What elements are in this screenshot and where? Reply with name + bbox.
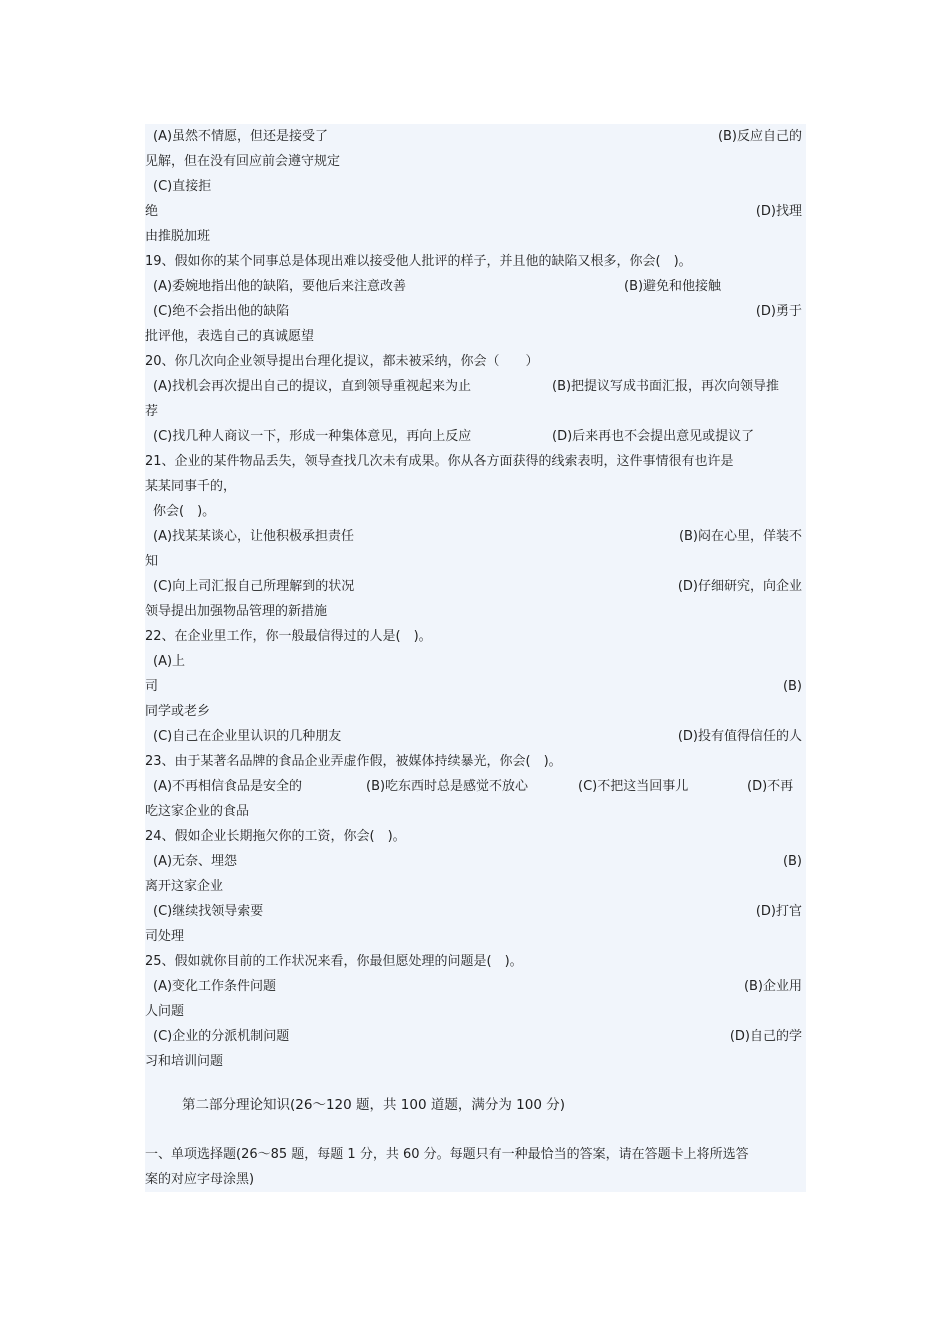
q24-option-b: (B) [782,854,802,869]
q18-option-d-cont: 由推脱加班 [145,229,211,244]
q18-ab-line [145,124,806,149]
q22-stem-line [145,624,806,649]
q25-option-d-cont: 习和培训问题 [145,1054,224,1069]
q25-stem: 25、假如就你目前的工作状况来看，你最但愿处理的问题是( )。 [145,954,523,969]
q24-stem-line [145,824,806,849]
q19-option-b: (B)避免和他接触 [624,279,722,294]
q20-stem: 20、你几次向企业领导提出台理化提议，都未被采纳，你会（ ） [145,354,539,369]
q22-option-a-cont: 司 [145,679,159,694]
q19-option-c: (C)绝不会指出他的缺陷 [153,304,290,319]
q21-option-c: (C)向上司汇报自己所理解到的状况 [153,579,355,594]
q21-option-b: (B)闷在心里，佯装不 [678,529,802,544]
q23-options-line [145,774,806,799]
q21-stem-line-2 [145,474,806,499]
q19-option-d-cont: 批评他，表选自己的真诚愿望 [145,329,315,344]
q18-option-c: (C)直接拒 [153,179,212,194]
q23-option-a: (A)不再相信食品是安全的 [153,779,303,794]
q19-d-cont-line [145,324,806,349]
q25-d-cont-line [145,1049,806,1074]
q20-ab-line [145,374,806,399]
q23-stem-line [145,749,806,774]
q19-stem-line [145,249,806,274]
part2-instructions-1: 一、单项选择题(26～85 题，每题 1 分，共 60 分。每题只有一种最恰当的答案，请在答题卡上将所选答 [145,1147,749,1162]
q21-stem-line-3 [145,499,806,524]
part2-instructions-2: 案的对应字母涂黑) [145,1172,255,1187]
q21-option-a: (A)找某某谈心，让他积极承担责任 [153,529,355,544]
q24-stem: 24、假如企业长期拖欠你的工资，你会( )。 [145,829,406,844]
q25-ab-line [145,974,806,999]
q20-b-cont-line [145,399,806,424]
q20-cd-line [145,424,806,449]
q23-option-d-cont: 吃这家企业的食品 [145,804,250,819]
q21-option-d: (D)仔细研究，向企业 [677,579,802,594]
q21-ab-line [145,524,806,549]
q22-ab-line [145,674,806,699]
q23-option-b: (B)吃东西时总是感觉不放心 [366,779,529,794]
q18-option-b-cont: 见解，但在没有回应前会遵守规定 [145,154,341,169]
q19-stem: 19、假如你的某个同事总是体现出难以接受他人批评的样子，并且他的缺陷又根多，你会( )。 [145,254,692,269]
q21-d-cont-line [145,599,806,624]
q22-option-c: (C)自己在企业里认识的几种朋友 [153,729,342,744]
q20-stem-line [145,349,806,374]
q19-cd-line [145,299,806,324]
part2-instr-line-2 [145,1167,806,1192]
q23-d-cont-line [145,799,806,824]
q19-option-a: (A)委婉地指出他的缺陷，要他后来注意改善 [153,279,407,294]
q22-stem: 22、在企业里工作，你一般最信得过的人是( )。 [145,629,432,644]
q25-option-b-cont: 人问题 [145,1004,185,1019]
q24-ab-line [145,849,806,874]
q21-stem-3: 你会( )。 [153,504,216,519]
q21-b-cont-line [145,549,806,574]
q21-option-b-cont: 知 [145,554,159,569]
q25-cd-line [145,1024,806,1049]
q24-b-cont-line [145,874,806,899]
q25-stem-line [145,949,806,974]
q25-b-cont-line [145,999,806,1024]
q18-option-b: (B)反应自己的 [717,129,802,144]
q24-d-cont-line [145,924,806,949]
q25-option-a: (A)变化工作条件问题 [153,979,277,994]
q25-option-c: (C)企业的分派机制问题 [153,1029,290,1044]
q23-option-c: (C)不把这当回事儿 [578,779,689,794]
q22-option-b: (B) [782,679,802,694]
q25-option-d: (D)自己的学 [729,1029,802,1044]
q18-option-d: (D)找理 [755,204,802,219]
q22-option-d: (D)投有值得信任的人 [677,729,802,744]
q21-stem-line-1 [145,449,806,474]
q22-cd-line [145,724,806,749]
q21-stem-2: 某某同事千的， [145,479,237,494]
q18-option-c-cont: 绝 [145,204,159,219]
q22-b-cont-line [145,699,806,724]
part2-heading-line [145,1093,806,1118]
q18-d-cont-line [145,224,806,249]
q21-stem-1: 21、企业的某件物品丢失，领导查找几次未有成果。你从各方面获得的线索表明，这件事情很有也许是 [145,454,734,469]
q18-b-cont-line [145,149,806,174]
q23-option-d: (D)不再 [747,779,794,794]
q20-option-d: (D)后来再也不会提出意见或提议了 [552,429,755,444]
q18-option-a: (A)虽然不情愿，但还是接受了 [153,129,329,144]
q21-cd-line [145,574,806,599]
q22-option-a: (A)上 [153,654,186,669]
q18-cd-line [145,199,806,224]
q24-option-d: (D)打官 [755,904,802,919]
q22-a-line [145,649,806,674]
q24-option-c: (C)继续找领导索要 [153,904,264,919]
q20-option-b: (B)把提议写成书面汇报，再次向领导推 [552,379,780,394]
q20-option-c: (C)找几种人商议一下，形成一种集体意见，再向上反应 [153,429,472,444]
q24-cd-line [145,899,806,924]
q18-c-line [145,174,806,199]
q20-option-b-cont: 荐 [145,404,159,419]
q19-option-d: (D)勇于 [755,304,802,319]
part2-heading: 第二部分理论知识(26～120 题，共 100 道题，满分为 100 分) [182,1097,565,1113]
q24-option-b-cont: 离开这家企业 [145,879,224,894]
part2-instr-line-1 [145,1142,806,1167]
q24-option-d-cont: 司处理 [145,929,185,944]
q20-option-a: (A)找机会再次提出自己的提议，直到领导重视起来为止 [153,379,472,394]
q21-option-d-cont: 领导提出加强物品管理的新措施 [145,604,328,619]
q25-option-b: (B)企业用 [743,979,802,994]
q23-stem: 23、由于某著名品牌的食品企业弄虚作假，被媒体持续暴光，你会( )。 [145,754,562,769]
q19-ab-line [145,274,806,299]
q24-option-a: (A)无奈、埋怨 [153,854,238,869]
q22-option-b-cont: 同学或老乡 [145,704,211,719]
